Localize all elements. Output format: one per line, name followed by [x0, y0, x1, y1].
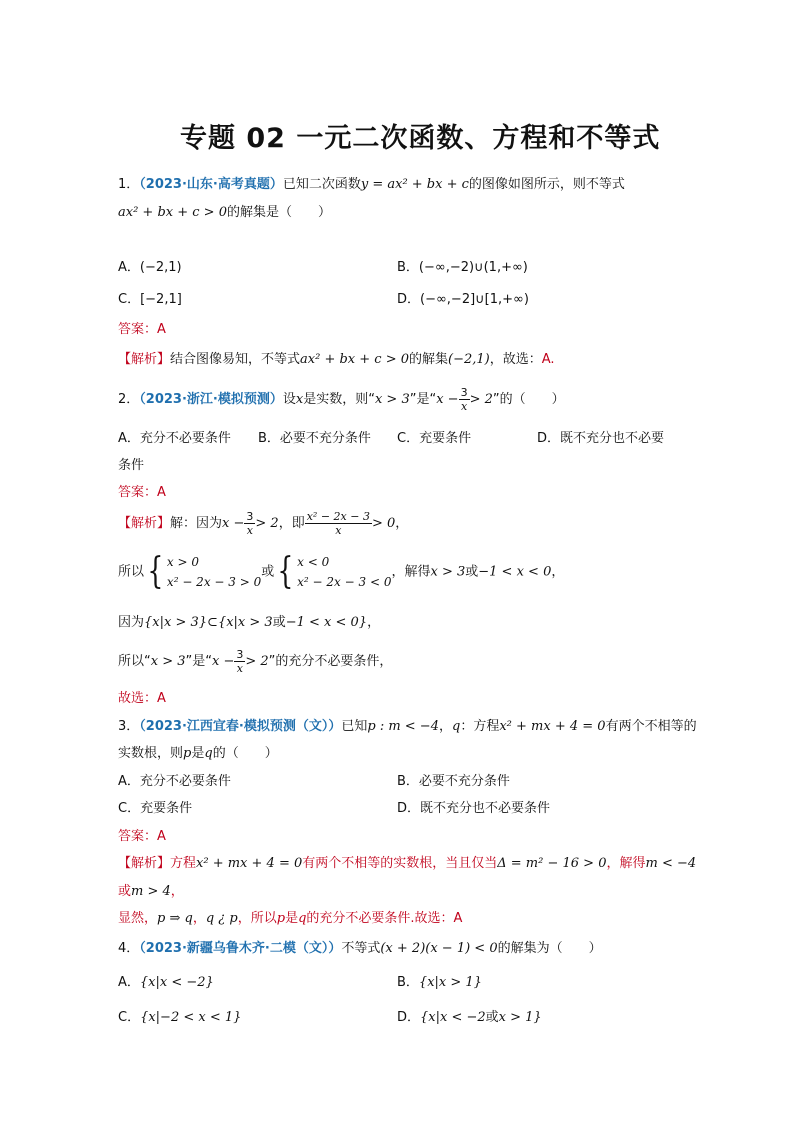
question-3-stem-line2 — [118, 742, 278, 761]
formula: x > 3 — [430, 564, 466, 580]
formula: x − — [212, 654, 235, 669]
answer-line — [118, 481, 166, 500]
formula: p — [276, 911, 286, 926]
formula: y = ax² + bx + c — [360, 177, 469, 192]
stem-text: 已知二次函数 — [282, 177, 361, 192]
question-2-stem — [118, 386, 565, 413]
formula: m > 4 — [131, 884, 171, 899]
option-d[interactable]: D．既不充分也不必要 — [537, 431, 665, 446]
analysis-text: 方程 — [170, 856, 197, 871]
analysis-text: ，故选： — [489, 352, 542, 367]
option-d-continued: 条件 — [118, 458, 145, 473]
formula: > 0 — [371, 516, 396, 531]
analysis-text: ，解得 — [391, 564, 431, 580]
answer-line — [118, 318, 166, 337]
formula: (x + 2)(x − 1) < 0 — [380, 941, 498, 956]
option-a[interactable]: A．充分不必要条件 — [118, 431, 231, 446]
analysis-line — [118, 348, 555, 367]
formula: x − — [436, 392, 459, 407]
stem-text: 有两个不相等的 — [605, 719, 697, 734]
formula: {x|x > 3 — [217, 615, 273, 630]
formula: x − — [222, 516, 245, 531]
formula: x² + mx + 4 = 0 — [196, 856, 303, 871]
option-c[interactable]: C．充要条件 — [118, 801, 193, 816]
analysis-text: 的充分不必要条件.故选：A — [306, 911, 463, 926]
formula: Δ = m² − 16 > 0 — [497, 856, 607, 871]
formula: > 2 — [469, 392, 493, 407]
analysis-text: 的解集 — [409, 352, 449, 367]
analysis-line-2 — [118, 552, 564, 592]
question-3-stem-line1 — [118, 715, 697, 734]
option-a[interactable]: A．充分不必要条件 — [118, 774, 231, 789]
analysis-answer: A. — [541, 352, 555, 367]
analysis-line-3 — [118, 611, 380, 630]
analysis-label: 【解析】 — [118, 516, 171, 531]
left-brace-icon: { — [277, 551, 294, 592]
fraction: $\frac{3}{x}$ — [236, 648, 244, 675]
formula: > 2 — [255, 516, 279, 531]
question-4-stem — [118, 937, 602, 956]
analysis-line-1 — [118, 852, 696, 871]
analysis-text: ，解得 — [606, 856, 646, 871]
analysis-line-1 — [118, 510, 408, 537]
analysis-label: 【解析】 — [118, 856, 171, 871]
formula: q — [204, 746, 213, 761]
analysis-text: 或 — [272, 615, 286, 630]
analysis-line-2 — [118, 880, 184, 899]
fraction: $\frac{3}{x}$ — [460, 386, 468, 413]
analysis-text: 所以 — [118, 564, 145, 580]
analysis-text: 因为 — [118, 615, 145, 630]
question-number: 1． — [118, 177, 140, 192]
option-a[interactable]: A．{x|x < −2} — [118, 975, 214, 990]
question-source: （2023·新疆乌鲁木齐·二模（文）） — [139, 941, 342, 956]
stem-text: 的（ ） — [212, 746, 278, 761]
formula: q — [452, 719, 461, 734]
formula: ⊂ — [207, 615, 218, 630]
formula: −1 < x < 0 — [478, 564, 552, 580]
formula: x² + mx + 4 = 0 — [499, 719, 606, 734]
option-b[interactable]: B．必要不充分条件 — [397, 774, 510, 789]
analysis-line-4 — [118, 648, 392, 675]
stem-text: ， — [438, 719, 452, 734]
stem-text: ”的（ ） — [492, 392, 565, 407]
formula: −1 < x < 0} — [285, 615, 368, 630]
stem-text: 的解集是（ ） — [226, 205, 331, 220]
analysis-text: ”是“ — [185, 654, 212, 669]
analysis-text: ， — [192, 911, 206, 926]
question-number: 3． — [118, 719, 140, 734]
option-a[interactable]: A．(−2,1) — [118, 260, 182, 275]
analysis-text: ， — [551, 564, 565, 580]
formula: > 2 — [245, 654, 269, 669]
answer-value: A — [157, 829, 166, 844]
option-b[interactable]: B．{x|x > 1} — [397, 975, 482, 990]
formula: ax² + bx + c > 0 — [118, 205, 227, 220]
formula: x > 3 — [150, 654, 186, 669]
answer-line — [118, 825, 166, 844]
option-c[interactable]: C．[−2,1] — [118, 292, 182, 307]
formula: p ⇒ q — [157, 911, 193, 926]
option-d[interactable]: D．{x|x < −2或x > 1} — [397, 1010, 542, 1025]
option-d[interactable]: D．既不充分也不必要条件 — [397, 801, 551, 816]
analysis-text: 解：因为 — [170, 516, 223, 531]
question-source: （2023·江西宜春·模拟预测（文）） — [139, 719, 342, 734]
analysis-text: 所以“ — [118, 654, 151, 669]
answer-label: 答案： — [118, 485, 158, 500]
stem-text: 实数根，则 — [118, 746, 184, 761]
page-title: 专题 02 一元二次函数、方程和不等式 — [180, 123, 661, 154]
formula: p : m < −4 — [367, 719, 439, 734]
question-source: （2023·山东·高考真题） — [139, 177, 283, 192]
analysis-text: ， — [170, 884, 184, 899]
answer-value: A — [157, 322, 166, 337]
formula: x > 3 — [374, 392, 410, 407]
formula: q ¿ p — [205, 911, 238, 926]
stem-text: 的解集为（ ） — [497, 941, 602, 956]
system-1: x > 0 x² − 2x − 3 > 0 — [166, 555, 262, 589]
analysis-text: 显然， — [118, 911, 158, 926]
analysis-text: 或 — [261, 564, 275, 580]
analysis-text: 或 — [118, 884, 132, 899]
fraction: $\frac{\text{x² − 2x − 3}}{x}$ — [306, 510, 370, 537]
option-b[interactable]: B．(−∞,−2)∪(1,+∞) — [397, 260, 528, 275]
question-1-stem-line2 — [118, 201, 331, 220]
stem-text: ”是“ — [409, 392, 437, 407]
answer-label: 答案： — [118, 322, 158, 337]
formula: {x|x > 3} — [144, 615, 208, 630]
option-c[interactable]: C．{x|−2 < x < 1} — [118, 1010, 242, 1025]
analysis-text: ，所以 — [237, 911, 277, 926]
formula: m < −4 — [645, 856, 697, 871]
stem-text: 是 — [191, 746, 205, 761]
left-brace-icon: { — [147, 551, 164, 592]
stem-text: 设 — [282, 392, 296, 407]
analysis-line-3 — [118, 907, 462, 926]
analysis-text: 有两个不相等的实数根，当且仅当 — [302, 856, 498, 871]
analysis-text: 或 — [465, 564, 479, 580]
answer-label: 答案： — [118, 829, 158, 844]
answer-value: A — [157, 485, 166, 500]
formula: q — [298, 911, 307, 926]
analysis-text: ， — [395, 516, 409, 531]
stem-text: 的图像如图所示，则不等式 — [468, 177, 625, 192]
analysis-text: ”的充分不必要条件， — [268, 654, 393, 669]
system-2: x < 0 x² − 2x − 3 < 0 — [297, 555, 392, 589]
question-source: （2023·浙江·模拟预测） — [139, 392, 283, 407]
stem-text: 不等式 — [341, 941, 381, 956]
option-c[interactable]: C．充要条件 — [397, 431, 472, 446]
analysis-text: ，即 — [278, 516, 305, 531]
stem-text: 已知 — [341, 719, 368, 734]
formula: (−2,1) — [448, 352, 490, 367]
fraction: $\frac{3}{x}$ — [246, 510, 254, 537]
question-number: 2． — [118, 392, 140, 407]
analysis-text: ， — [367, 615, 381, 630]
option-b[interactable]: B．必要不充分条件 — [258, 431, 371, 446]
analysis-text: 结合图像易知，不等式 — [170, 352, 301, 367]
stem-text: 是实数，则“ — [303, 392, 375, 407]
analysis-label: 【解析】 — [118, 352, 171, 367]
stem-text: ：方程 — [460, 719, 500, 734]
formula: ax² + bx + c > 0 — [300, 352, 410, 367]
question-number: 4． — [118, 941, 140, 956]
formula: x — [295, 392, 304, 407]
question-1-stem-line1 — [118, 173, 625, 192]
analysis-text: 是 — [285, 911, 299, 926]
formula: p — [183, 746, 192, 761]
option-d[interactable]: D．(−∞,−2]∪[1,+∞) — [397, 292, 529, 307]
analysis-conclusion: 故选：A — [118, 691, 166, 706]
